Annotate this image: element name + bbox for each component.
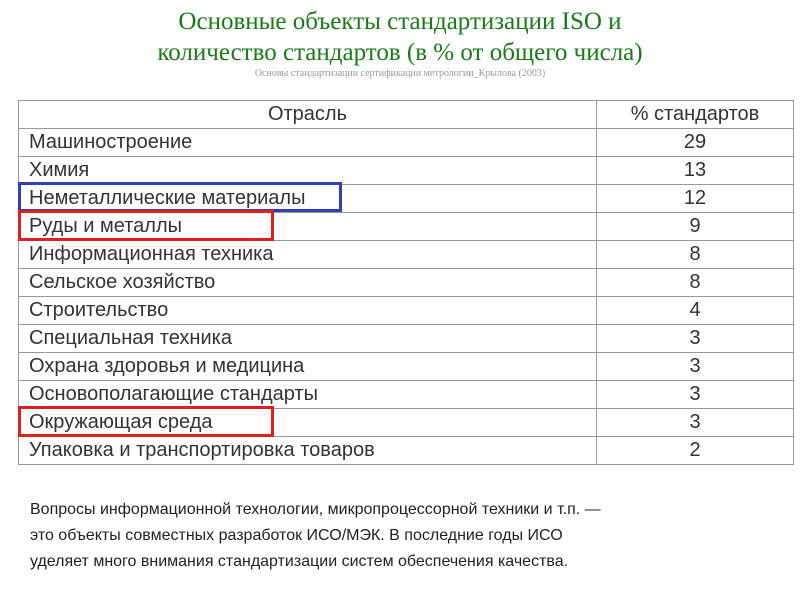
row-value: 2 [597, 437, 794, 465]
table-row [19, 381, 794, 409]
table-header-row [19, 101, 794, 129]
row-value: 8 [597, 241, 794, 269]
row-name: Окружающая среда [19, 409, 597, 437]
table-row [19, 157, 794, 185]
note-line-1: Вопросы информационной технологии, микропроцессорной техники и т.п. — [30, 501, 601, 518]
row-value: 8 [597, 269, 794, 297]
row-name: Химия [19, 157, 597, 185]
highlight-box-red-ores [18, 210, 274, 241]
note-line-3: уделяет много внимания стандартизации систем обеспечения качества. [30, 553, 569, 570]
row-value: 13 [597, 157, 794, 185]
row-name: Специальная техника [19, 325, 597, 353]
row-value: 9 [597, 213, 794, 241]
header-industry: Отрасль [19, 101, 597, 129]
highlight-box-blue [18, 182, 342, 212]
row-value: 3 [597, 325, 794, 353]
header-percent: % стандартов [597, 101, 794, 129]
title-line-1: Основные объекты стандартизации ISO и [178, 8, 622, 35]
table-row [19, 297, 794, 325]
row-value: 12 [597, 185, 794, 213]
note-paragraph [30, 497, 780, 575]
table-row [19, 353, 794, 381]
source-subtitle: Основы стандартизации сертификации метрологии_Крылова (2003) [254, 68, 546, 79]
row-name: Упаковка и транспортировка товаров [19, 437, 597, 465]
note-line-2: это объекты совместных разработок ИСО/МЭК. В последние годы ИСО [30, 527, 563, 544]
page-title [0, 6, 800, 68]
table-row [19, 437, 794, 465]
table-row [19, 269, 794, 297]
row-name: Машиностроение [19, 129, 597, 157]
table-row [19, 129, 794, 157]
row-value: 3 [597, 353, 794, 381]
row-value: 29 [597, 129, 794, 157]
table-row [19, 241, 794, 269]
highlight-box-red-environment [18, 406, 274, 437]
table-row [19, 325, 794, 353]
row-value: 3 [597, 409, 794, 437]
row-value: 4 [597, 297, 794, 325]
row-name: Сельское хозяйство [19, 269, 597, 297]
title-line-2: количество стандартов (в % от общего числа) [157, 39, 643, 66]
row-name: Строительство [19, 297, 597, 325]
row-name: Охрана здоровья и медицина [19, 353, 597, 381]
row-name: Основополагающие стандарты [19, 381, 597, 409]
row-name: Неметаллические материалы [19, 185, 597, 213]
row-value: 3 [597, 381, 794, 409]
row-name: Руды и металлы [19, 213, 597, 241]
row-name: Информационная техника [19, 241, 597, 269]
